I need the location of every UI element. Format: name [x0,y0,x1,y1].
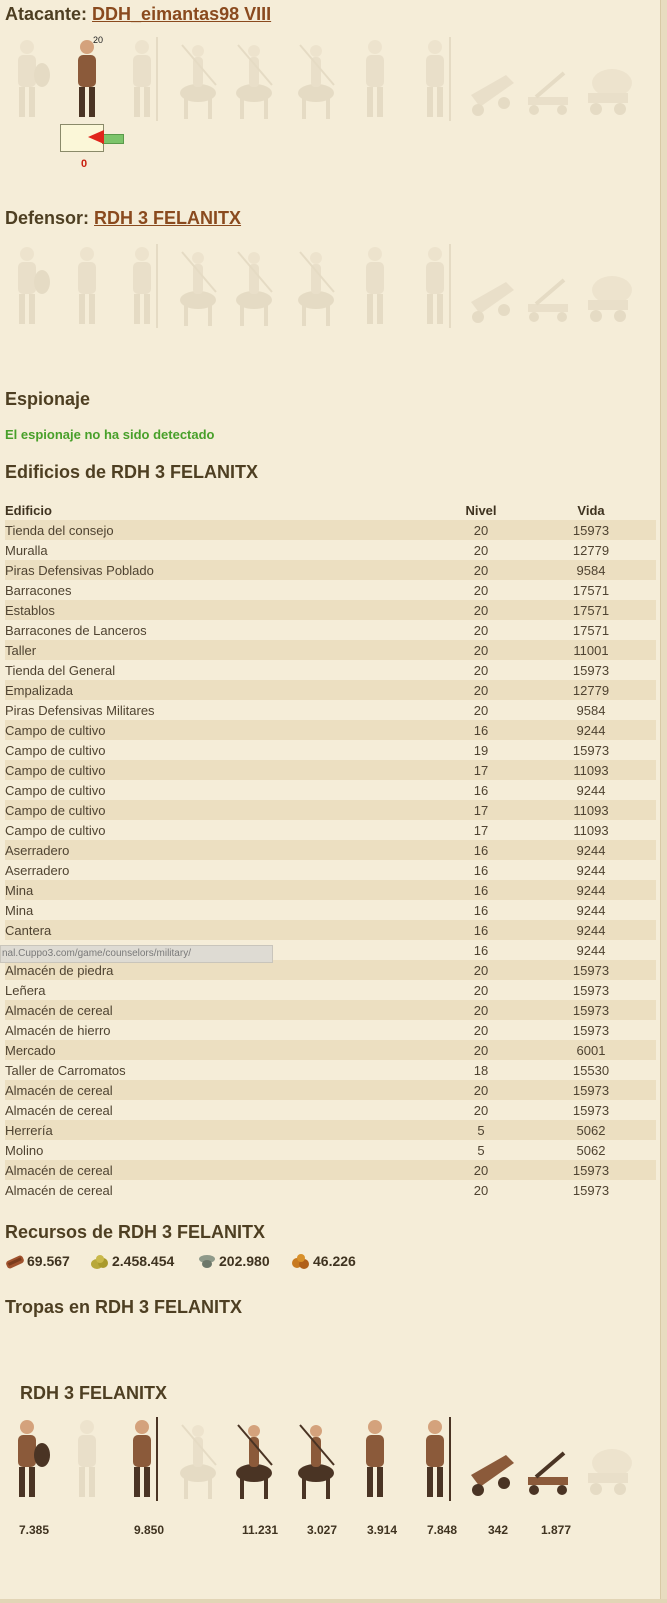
troops-title: Tropas en RDH 3 FELANITX [5,1297,243,1317]
building-name: Taller [5,640,436,660]
building-name: Muralla [5,542,48,558]
resource-grain-value: 2.458.454 [112,1253,175,1269]
building-level: 16 [473,902,489,918]
building-level: 16 [473,862,489,878]
attacker-unit-wagon-icon [582,35,632,125]
troop-unit-spear2-icon [410,1415,460,1505]
building-level: 20 [473,582,489,598]
building-health: 15973 [526,1160,656,1180]
header-building: Edificio [5,502,52,518]
building-name: Campo de cultivo [5,782,106,798]
building-level: 20 [473,1102,489,1118]
building-row [5,880,656,900]
attacker-loss-count: 0 [80,158,88,170]
buildings-header-row [5,500,656,520]
building-level: 20 [436,520,526,540]
building-health: 9244 [576,942,606,958]
building-health: 17571 [526,600,656,620]
building-level: 20 [473,982,489,998]
troop-count: 11.231 [241,1523,279,1537]
troop-unit-axe-icon [2,1415,52,1505]
building-level: 20 [473,1182,489,1198]
building-level: 20 [436,560,526,580]
building-name: Almacén de cereal [5,1182,113,1198]
building-health: 9584 [576,702,606,718]
building-row [5,1120,656,1140]
building-level: 20 [436,1080,526,1100]
building-level: 16 [436,840,526,860]
building-level: 17 [436,800,526,820]
header-level: Nivel [465,502,497,518]
building-row [5,800,656,820]
defender-label: Defensor: [5,208,90,228]
attacker-unit-spear-icon [117,35,167,125]
troop-count: 7.385 [18,1523,50,1537]
building-name: Establos [5,600,436,620]
building-level: 16 [436,920,526,940]
troop-count: 1.877 [540,1523,572,1537]
building-health: 15973 [572,742,610,758]
building-health: 15973 [572,1022,610,1038]
building-row [5,920,656,940]
building-health: 15973 [572,1102,610,1118]
building-row [5,1100,656,1120]
building-name: Mina [5,880,436,900]
building-level: 20 [436,1040,526,1060]
iron-icon [291,1253,311,1269]
defender-heading [5,208,241,229]
building-health: 11093 [526,800,656,820]
defender-unit-row [0,242,660,342]
buildings-title: Edificios de RDH 3 FELANITX [5,462,259,482]
troop-unit-spear-icon [117,1415,167,1505]
attacker-unit-horse-icon [228,35,278,125]
bottom-border [0,1599,667,1603]
building-row [5,520,656,540]
building-health: 9584 [526,560,656,580]
building-row [5,1020,656,1040]
resource-wood-value: 69.567 [27,1253,70,1269]
building-name: Piras Defensivas Poblado [5,560,436,580]
resource-grain [90,1253,174,1269]
attacker-unit-spear2-icon [410,35,460,125]
building-name: Almacén de cereal [5,1160,436,1180]
building-row [5,560,656,580]
building-row [5,540,656,560]
building-health: 9244 [576,902,606,918]
building-level: 17 [436,760,526,780]
stone-icon [197,1253,217,1269]
building-health: 17571 [572,622,610,638]
building-level: 16 [473,782,489,798]
building-level: 5 [477,1142,485,1158]
troop-unit-catapult-icon [524,1415,574,1505]
building-row [5,720,656,740]
troop-unit-slinger-icon [62,1415,112,1505]
building-level: 20 [436,640,526,660]
building-level: 20 [436,1000,526,1020]
building-health: 15973 [526,1080,656,1100]
building-row [5,740,656,760]
building-health: 12779 [526,680,656,700]
attacker-unit-ram-icon [466,35,516,125]
building-health: 12779 [572,542,610,558]
building-health: 11093 [573,822,609,838]
troop-unit-horse-icon [290,1415,340,1505]
troops-unit-row [0,1415,660,1515]
building-row [5,820,656,840]
building-name: Aserradero [5,862,70,878]
troop-unit-axe2-icon [350,1415,400,1505]
building-level: 20 [436,600,526,620]
defender-unit-spear2-icon [410,242,460,332]
building-name: Cantera [5,920,436,940]
building-level: 16 [473,942,489,958]
building-row [5,640,656,660]
building-health: 15973 [572,662,610,678]
building-name: Almacén de cereal [5,1000,436,1020]
attacker-label: Atacante: [5,4,88,24]
building-row [5,620,656,640]
wood-icon [5,1253,25,1269]
defender-unit-slinger-icon [62,242,112,332]
defender-link[interactable]: RDH 3 FELANITX [94,208,242,228]
building-level: 20 [436,960,526,980]
building-health: 6001 [526,1040,656,1060]
building-row [5,700,656,720]
troop-unit-horse-icon [228,1415,278,1505]
right-border [660,0,667,1603]
resource-wood [5,1253,70,1269]
attacker-unit-row [0,35,660,135]
building-name: Barracones de Lanceros [5,622,147,638]
building-row [5,600,656,620]
troops-subtitle: RDH 3 FELANITX [20,1383,168,1403]
building-health: 17571 [572,582,610,598]
troop-count: 342 [487,1523,509,1537]
building-name: Tienda del General [5,662,116,678]
building-name: Piras Defensivas Militares [5,702,155,718]
building-name: Barracones [5,582,72,598]
attacker-unit-slinger-icon [62,35,112,125]
defender-unit-catapult-icon [524,242,574,332]
spy-title: Espionaje [5,389,91,409]
building-row [5,1180,656,1200]
resource-iron-value: 46.226 [313,1253,356,1269]
building-health: 15973 [526,960,656,980]
defender-unit-axe-icon [2,242,52,332]
building-row [5,860,656,880]
building-level: 16 [436,880,526,900]
building-level: 5 [436,1120,526,1140]
building-health: 5062 [526,1120,656,1140]
defender-unit-horse-icon [228,242,278,332]
buildings-table [5,500,656,1200]
attacker-loss-box [58,122,122,152]
building-row [5,580,656,600]
building-name: Mercado [5,1040,436,1060]
building-row [5,780,656,800]
building-health: 5062 [576,1142,606,1158]
defender-unit-ram-icon [466,242,516,332]
building-name: Almacén de hierro [5,1022,111,1038]
attacker-unit-axe-icon [2,35,52,125]
building-level: 20 [436,1160,526,1180]
resource-iron [291,1253,356,1269]
building-row [5,1160,656,1180]
resource-stone-value: 202.980 [219,1253,270,1269]
building-health: 9244 [526,840,656,860]
building-health: 15973 [572,1182,610,1198]
building-health: 15973 [526,520,656,540]
building-health: 15973 [526,1000,656,1020]
spy-status: El espionaje no ha sido detectado [5,427,215,442]
attacker-heading [5,4,271,25]
building-name: Tienda del consejo [5,520,436,540]
troop-unit-ram-icon [466,1415,516,1505]
defender-unit-spear-icon [117,242,167,332]
building-level: 20 [473,702,489,718]
defender-unit-horse-archer-icon [172,242,222,332]
building-row [5,660,656,680]
building-name: Campo de cultivo [5,720,436,740]
building-name: Mina [5,902,34,918]
building-name: Herrería [5,1120,436,1140]
building-name: Molino [5,1142,44,1158]
building-name: Empalizada [5,680,436,700]
building-row [5,980,656,1000]
building-row [5,680,656,700]
building-row [5,760,656,780]
building-health: 15530 [572,1062,610,1078]
building-row [5,840,656,860]
building-name: Campo de cultivo [5,760,436,780]
status-url-tooltip: nal.Cuppo3.com/game/counselors/military/ [0,945,273,963]
loss-flag-icon [88,130,104,144]
defender-unit-horse-icon [290,242,340,332]
defender-unit-axe2-icon [350,242,400,332]
troop-count: 3.027 [306,1523,338,1537]
building-row [5,1140,656,1160]
building-row [5,960,656,980]
header-health: Vida [577,502,605,518]
building-row [5,1060,656,1080]
troop-unit-wagon-icon [582,1415,632,1505]
attacker-unit-axe2-icon [350,35,400,125]
building-health: 9244 [576,782,606,798]
building-level: 20 [436,680,526,700]
defender-unit-wagon-icon [582,242,632,332]
building-level: 20 [473,542,489,558]
building-level: 19 [473,742,489,758]
building-level: 20 [473,662,489,678]
building-name: Campo de cultivo [5,742,106,758]
troop-unit-horse-archer-icon [172,1415,222,1505]
building-health: 11093 [526,760,656,780]
attacker-link[interactable]: DDH_eimantas98 VIII [92,4,272,24]
building-row [5,1000,656,1020]
building-health: 9244 [526,880,656,900]
building-name: Almacén de cereal [5,1080,436,1100]
attacker-unit-badge: 20 [93,35,104,45]
building-level: 16 [436,720,526,740]
building-level: 18 [473,1062,489,1078]
building-row [5,900,656,920]
building-name: Taller de Carromatos [5,1062,126,1078]
attacker-unit-horse-archer-icon [172,35,222,125]
building-level: 20 [473,1022,489,1038]
building-name: Campo de cultivo [5,800,436,820]
troop-count: 9.850 [133,1523,165,1537]
attacker-unit-catapult-icon [524,35,574,125]
building-name: Campo de cultivo [5,822,106,838]
resource-stone [197,1253,270,1269]
troop-count: 7.848 [426,1523,458,1537]
building-name: Almacén de piedra [5,960,436,980]
building-row [5,1040,656,1060]
troop-count: 3.914 [366,1523,398,1537]
attacker-unit-horse-icon [290,35,340,125]
building-health: 9244 [526,920,656,940]
grain-icon [90,1253,110,1269]
building-health: 9244 [576,862,606,878]
building-name: Leñera [5,982,46,998]
building-level: 17 [473,822,489,838]
building-row [5,1080,656,1100]
building-health: 11001 [526,640,656,660]
resources-title: Recursos de RDH 3 FELANITX [5,1222,266,1242]
building-name: Aserradero [5,840,436,860]
building-health: 15973 [572,982,610,998]
building-health: 9244 [526,720,656,740]
building-level: 20 [473,622,489,638]
building-name: Almacén de cereal [5,1102,113,1118]
